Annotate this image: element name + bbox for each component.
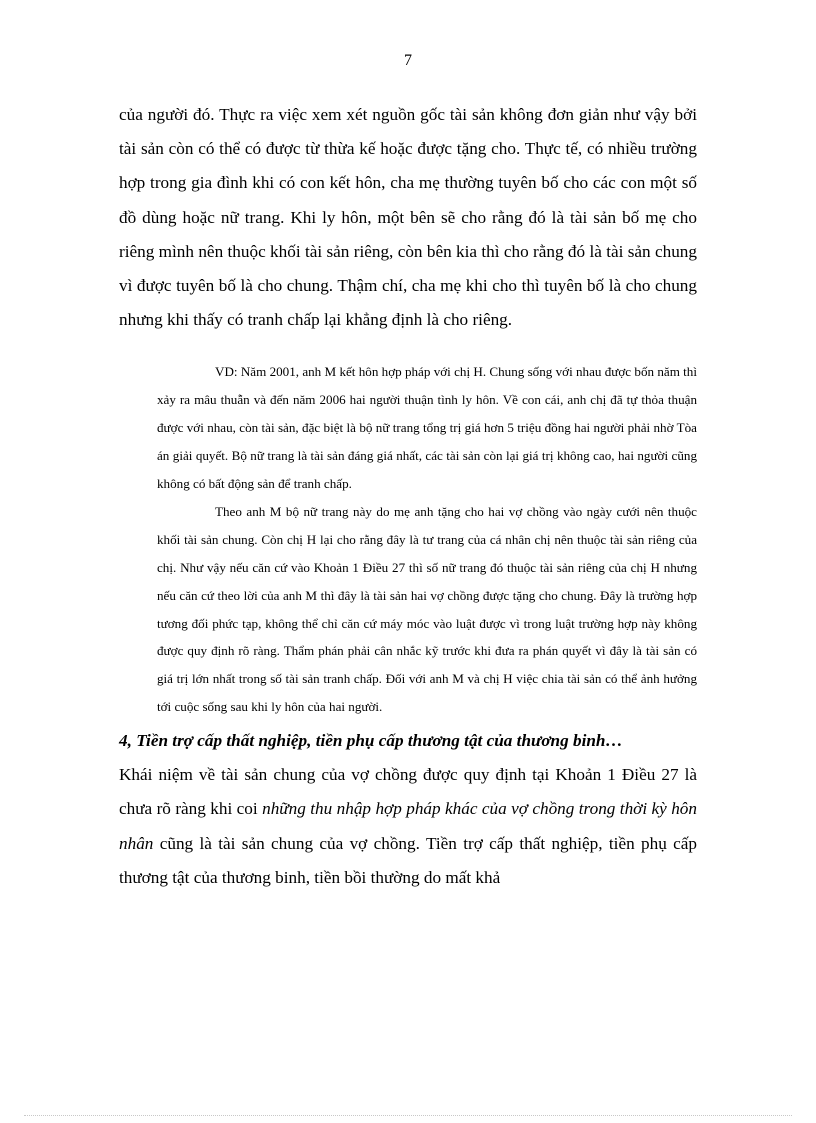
body-paragraph-2-italic: những thu nhập hợp pháp khác của vợ chồng trong thời kỳ hôn nhân [119, 799, 697, 853]
body-paragraph-2-text-b: cũng là tài sản chung của vợ chồng. Tiền trợ cấp thất nghiệp, tiền phụ cấp thương tật của thương binh, tiền bồi thường do mất khả [119, 833, 697, 887]
example-paragraph-2: Theo anh M bộ nữ trang này do mẹ anh tặng cho hai vợ chồng vào ngày cưới nên thuộc khối tài sản chung. Còn chị H lại cho rằng đây là tư trang của cá nhân chị nên thuộc tài sản riêng của chị. Như vậy nếu căn cứ vào Khoản 1 Điều 27 thì số nữ trang đó thuộc tài sản riêng của chị H nhưng nếu căn cứ theo lời của anh M thì đây là tài sản hai vợ chồng được tặng cho chung. Đây là trường hợp tương đối phức tạp, không thể chỉ căn cứ máy móc vào luật được vì trong luật trường hợp này không được quy định rõ ràng. Thẩm phán phải cân nhắc kỹ trước khi đưa ra phán quyết vì đây là tài sản có giá trị lớn nhất trong số tài sản tranh chấp. Đối với anh M và chị H việc chia tài sản có thể ảnh hưởng tới cuộc sống sau khi ly hôn của hai người. [157, 503, 697, 715]
example-block [157, 358, 697, 721]
body-paragraph-1: của người đó. Thực ra việc xem xét nguồn gốc tài sản không đơn giản như vậy bởi tài sản còn có thể có được từ thừa kế hoặc được tặng cho. Thực tế, có nhiều trường hợp trong gia đình khi có con kết hôn, cha mẹ thường tuyên bố cho các con một số đồ dùng hoặc nữ trang. Khi ly hôn, một bên sẽ cho rằng đó là tài sản bố mẹ cho riêng mình nên thuộc khối tài sản riêng, còn bên kia thì cho rằng đó là tài sản chung vì được tuyên bố là cho chung. Thậm chí, cha mẹ khi cho thì tuyên bố là cho chung nhưng khi thấy có tranh chấp lại khẳng định là cho riêng. [119, 105, 697, 330]
document-body [119, 98, 697, 895]
example-paragraph-1: VD: Năm 2001, anh M kết hôn hợp pháp với chị H. Chung sống với nhau được bốn năm thì xảy ra mâu thuẫn và đến năm 2006 hai người thuận tình ly hôn. Về con cái, anh chị đã tự thỏa thuận được với nhau, còn tài sản, đặc biệt là bộ nữ trang tổng trị giá hơn 5 triệu đồng hai người phải nhờ Tòa án giải quyết. Bộ nữ trang là tài sản đáng giá nhất, các tài sản còn lại giá trị không cao, hai người cũng không có bất động sản để tranh chấp. [157, 364, 697, 492]
page-number: 7 [404, 52, 412, 69]
body-paragraph-2 [119, 758, 697, 895]
body-paragraph-2-text-a: Khái niệm về tài sản chung của vợ chồng được quy định tại Khoản 1 Điều 27 là chưa rõ ràng khi coi [119, 765, 697, 819]
page-bottom-border [24, 1115, 792, 1116]
section-heading: 4, Tiền trợ cấp thất nghiệp, tiền phụ cấp thương tật của thương binh… [119, 731, 623, 751]
